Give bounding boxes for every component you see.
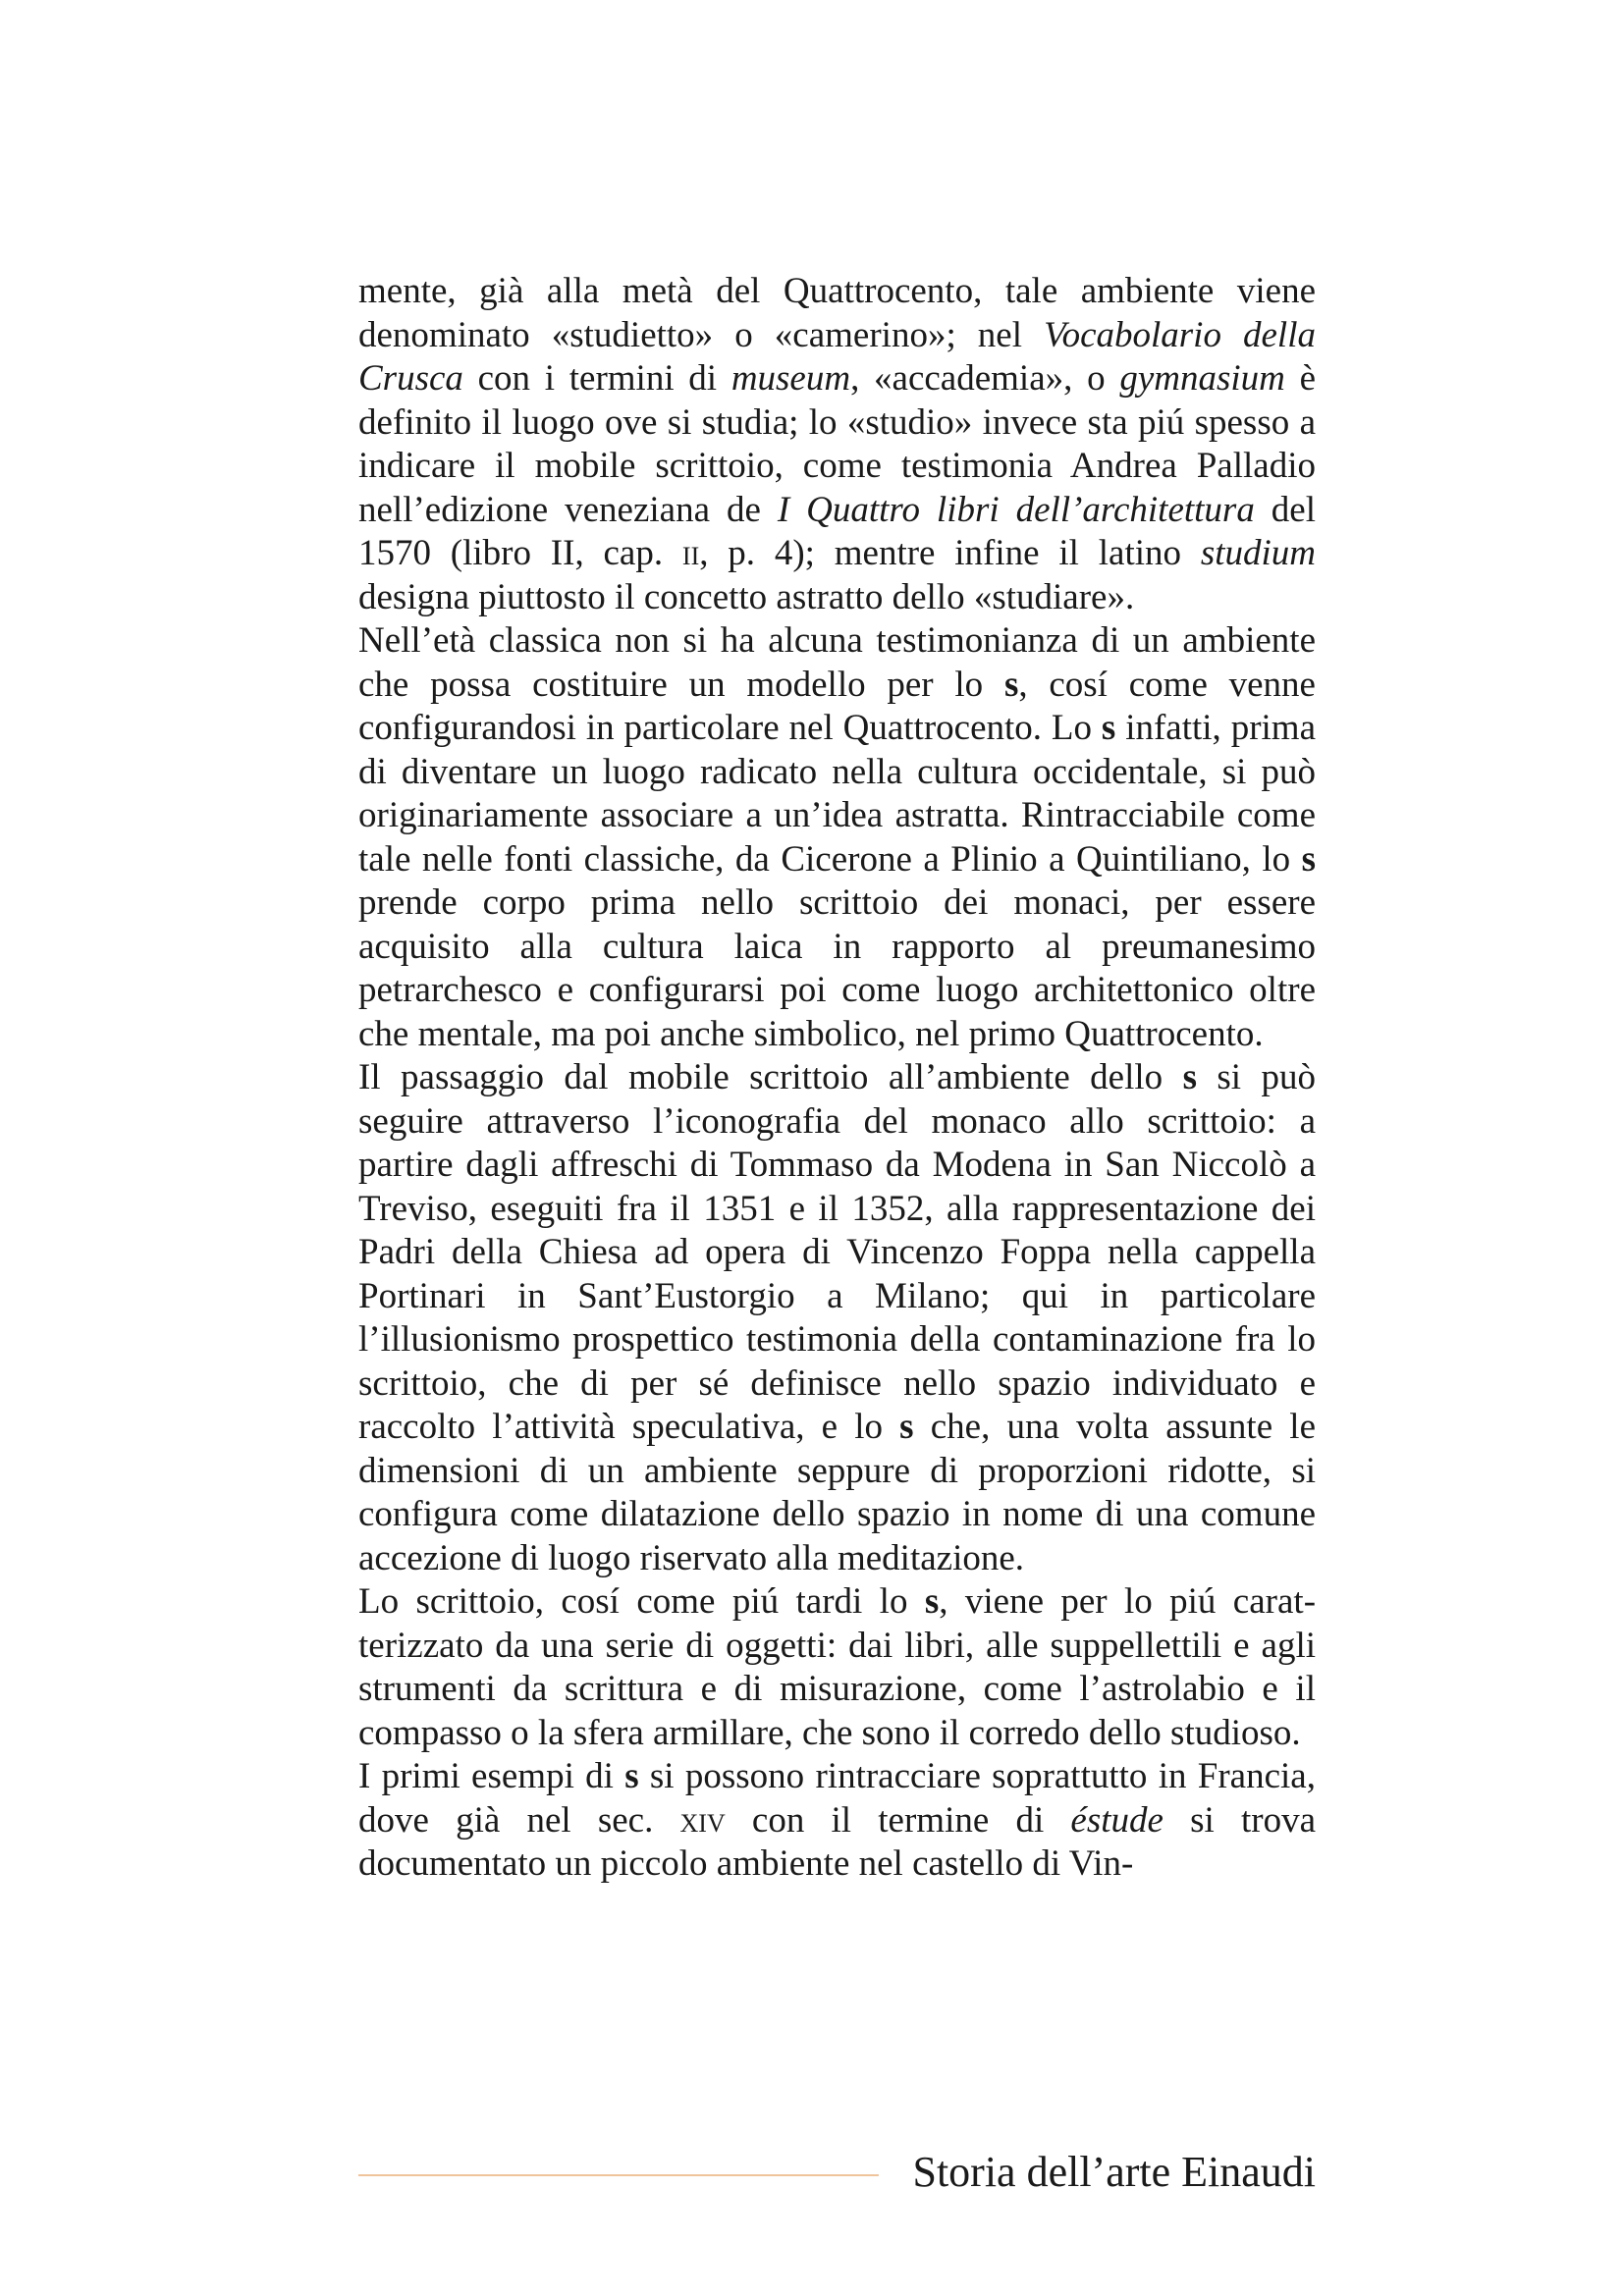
bold-abbreviation: s — [1301, 838, 1316, 880]
small-caps-text: xiv — [679, 1799, 726, 1841]
bold-abbreviation: s — [1003, 664, 1019, 705]
text-run: , viene per lo piú caratterizzato da una serie di oggetti: dai libri, alle suppellettili e agli strumenti da scrittura e di misurazione, come l’astrolabio e il compasso o la sfera armillare, che sono il corredo dello studioso. — [358, 1581, 1317, 1753]
paragraph-1 — [358, 270, 1316, 619]
text-run: Il passaggio dal mobile scrittoio all’ambiente dello — [358, 1057, 1183, 1097]
text-run: con i termini di — [462, 358, 731, 399]
text-run: si possono rintracciare soprattutto in Francia, dove già nel sec. — [358, 1756, 1316, 1841]
italic-text: gymnasium — [1119, 358, 1285, 399]
italic-text: Vocabolario della Crusca — [358, 314, 1316, 399]
small-caps-text: ii — [681, 533, 700, 573]
italic-text: I Quattro libri dell’architettura — [777, 489, 1255, 530]
bold-abbreviation: s — [924, 1581, 940, 1622]
text-run: con il termine di — [725, 1799, 1071, 1841]
text-run: infatti, prima di diventare un luogo radicato nella cultura occidentale, si può originariamente associare a un’idea astratta. Rintracciabile come tale nelle fonti classiche, da Cicerone a Plinio a Quintiliano, lo — [358, 708, 1316, 880]
bold-abbreviation: s — [1101, 708, 1116, 748]
italic-text: museum — [730, 358, 851, 399]
paragraph-5 — [358, 1755, 1316, 1887]
text-run: Lo scrittoio, cosí come piú tardi lo — [358, 1581, 925, 1622]
text-run: , cosí come venne configurandosi in particolare nel Quattrocento. Lo — [358, 664, 1316, 748]
text-run: designa piuttosto il concetto astratto dello «studiare». — [358, 576, 1135, 617]
text-run: I primi esempi di — [358, 1756, 625, 1796]
text-run: che, una volta assunte le dimensioni di un ambiente seppure di proporzioni ridotte, si configura come dilatazione dello spazio in nome di una comune accezione di luogo riservato alla meditazione. — [358, 1407, 1316, 1578]
bold-abbreviation: s — [899, 1407, 914, 1447]
text-run: si può seguire attraverso l’iconografia del monaco allo scrittoio: a partire dagli affreschi di Tommaso da Modena in San Niccolò a Treviso, eseguiti fra il 1351 e il 1352, alla rappresentazione dei Padri della Chiesa ad opera di Vincenzo Foppa nella cappella Portinari in Sant’Eustorgio a Milano; qui in particolare l’illusionismo prospettico testimonia della contaminazione fra lo scrittoio, che di per sé definisce nello spazio individuato e raccolto l’attività speculativa, e lo — [358, 1057, 1316, 1447]
bold-abbreviation: s — [624, 1756, 639, 1796]
text-run: , «accademia», o — [850, 358, 1120, 399]
text-run: mente, già alla metà del Quattrocento, tale ambiente viene denominato «studietto» o «camerino»; nel — [358, 271, 1316, 355]
text-run: , p. 4); mentre infine il latino — [699, 533, 1201, 573]
text-run: prende corpo prima nello scrittoio dei monaci, per essere acquisito alla cultura laica in rapporto al preumanesimo petrarchesco e configurarsi poi come luogo architettonico oltre che mentale, ma poi anche simbolico, nel primo Quattrocento. — [358, 882, 1316, 1054]
italic-text: studium — [1200, 533, 1316, 573]
text-run: del 1570 (libro II, cap. — [358, 489, 1316, 573]
footer-title: Storia dell’arte Einaudi — [912, 2148, 1316, 2196]
body-text — [358, 270, 1316, 1887]
text-run: Nell’età classica non si ha alcuna testimonianza di un ambiente che possa costituire un modello per lo — [358, 620, 1316, 705]
italic-text: éstude — [1070, 1799, 1163, 1841]
paragraph-2 — [358, 619, 1316, 1056]
text-run: è definito il luogo ove si studia; lo «studio» invece sta piú spesso a indicare il mobile scrittoio, come testimonia Andrea Palladio nell’edizione veneziana de — [358, 358, 1316, 530]
text-run: si trova documentato un piccolo ambiente nel castello di Vin- — [358, 1799, 1316, 1884]
footer-rule — [358, 2174, 879, 2176]
paragraph-3 — [358, 1056, 1316, 1580]
paragraph-4 — [358, 1580, 1316, 1755]
bold-abbreviation: s — [1182, 1057, 1197, 1097]
